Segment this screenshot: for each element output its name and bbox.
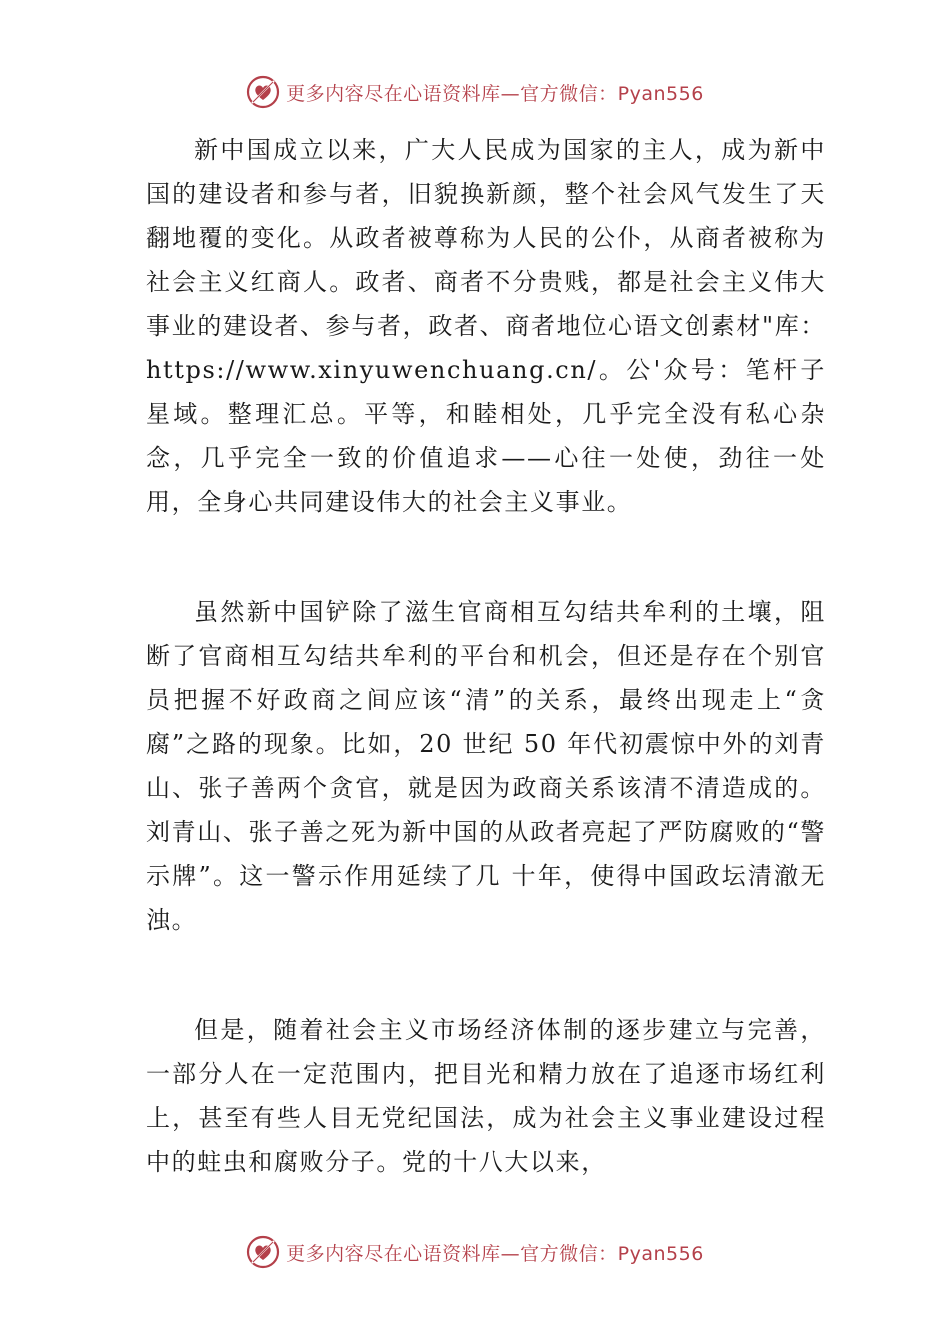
document-body (146, 128, 826, 1184)
footer-banner (0, 1232, 950, 1272)
paragraph-1: 新中国成立以来，广大人民成为国家的主人，成为新中国的建设者和参与者，旧貌换新颜，整个社会风气发生了天翻地覆的变化。从政者被尊称为人民的公仆，从商者被称为社会主义红商人。政者、商者不分贵贱，都是社会主义伟大事业的建设者、参与者，政者、商者地位心语文创素材"库：https://www.xinyuwenchuang.cn/。公'众号：笔杆子星域。整理汇总。平等，和睦相处，几乎完全没有私心杂念，几乎完全一致的价值追求——心往一处使，劲往一处用，全身心共同建设伟大的社会主义事业。 (146, 136, 826, 516)
banner-text: 更多内容尽在心语资料库—官方微信：Pyan556 (286, 82, 704, 105)
paragraph-3: 但是，随着社会主义市场经济体制的逐步建立与完善，一部分人在一定范围内，把目光和精力放在了追逐市场红利上，甚至有些人目无党纪国法，成为社会主义事业建设过程中的蛀虫和腐败分子。党的十八大以来， (146, 1016, 826, 1176)
heart-logo-icon (246, 1235, 280, 1269)
paragraph-2: 虽然新中国铲除了滋生官商相互勾结共牟利的土壤，阻断了官商相互勾结共牟利的平台和机会，但还是存在个别官员把握不好政商之间应该“清”的关系，最终出现走上“贪腐”之路的现象。比如，20 世纪 50 年代初震惊中外的刘青山、张子善两个贪官，就是因为政商关系该清不清造成的。刘青山、张子善之死为新中国的从政者亮起了严防腐败的“警示牌”。这一警示作用延续了几 十年，使得中国政坛清澈无浊。 (146, 598, 826, 934)
header-banner (0, 72, 950, 112)
banner-text: 更多内容尽在心语资料库—官方微信：Pyan556 (286, 1242, 704, 1265)
heart-logo-icon (246, 75, 280, 109)
